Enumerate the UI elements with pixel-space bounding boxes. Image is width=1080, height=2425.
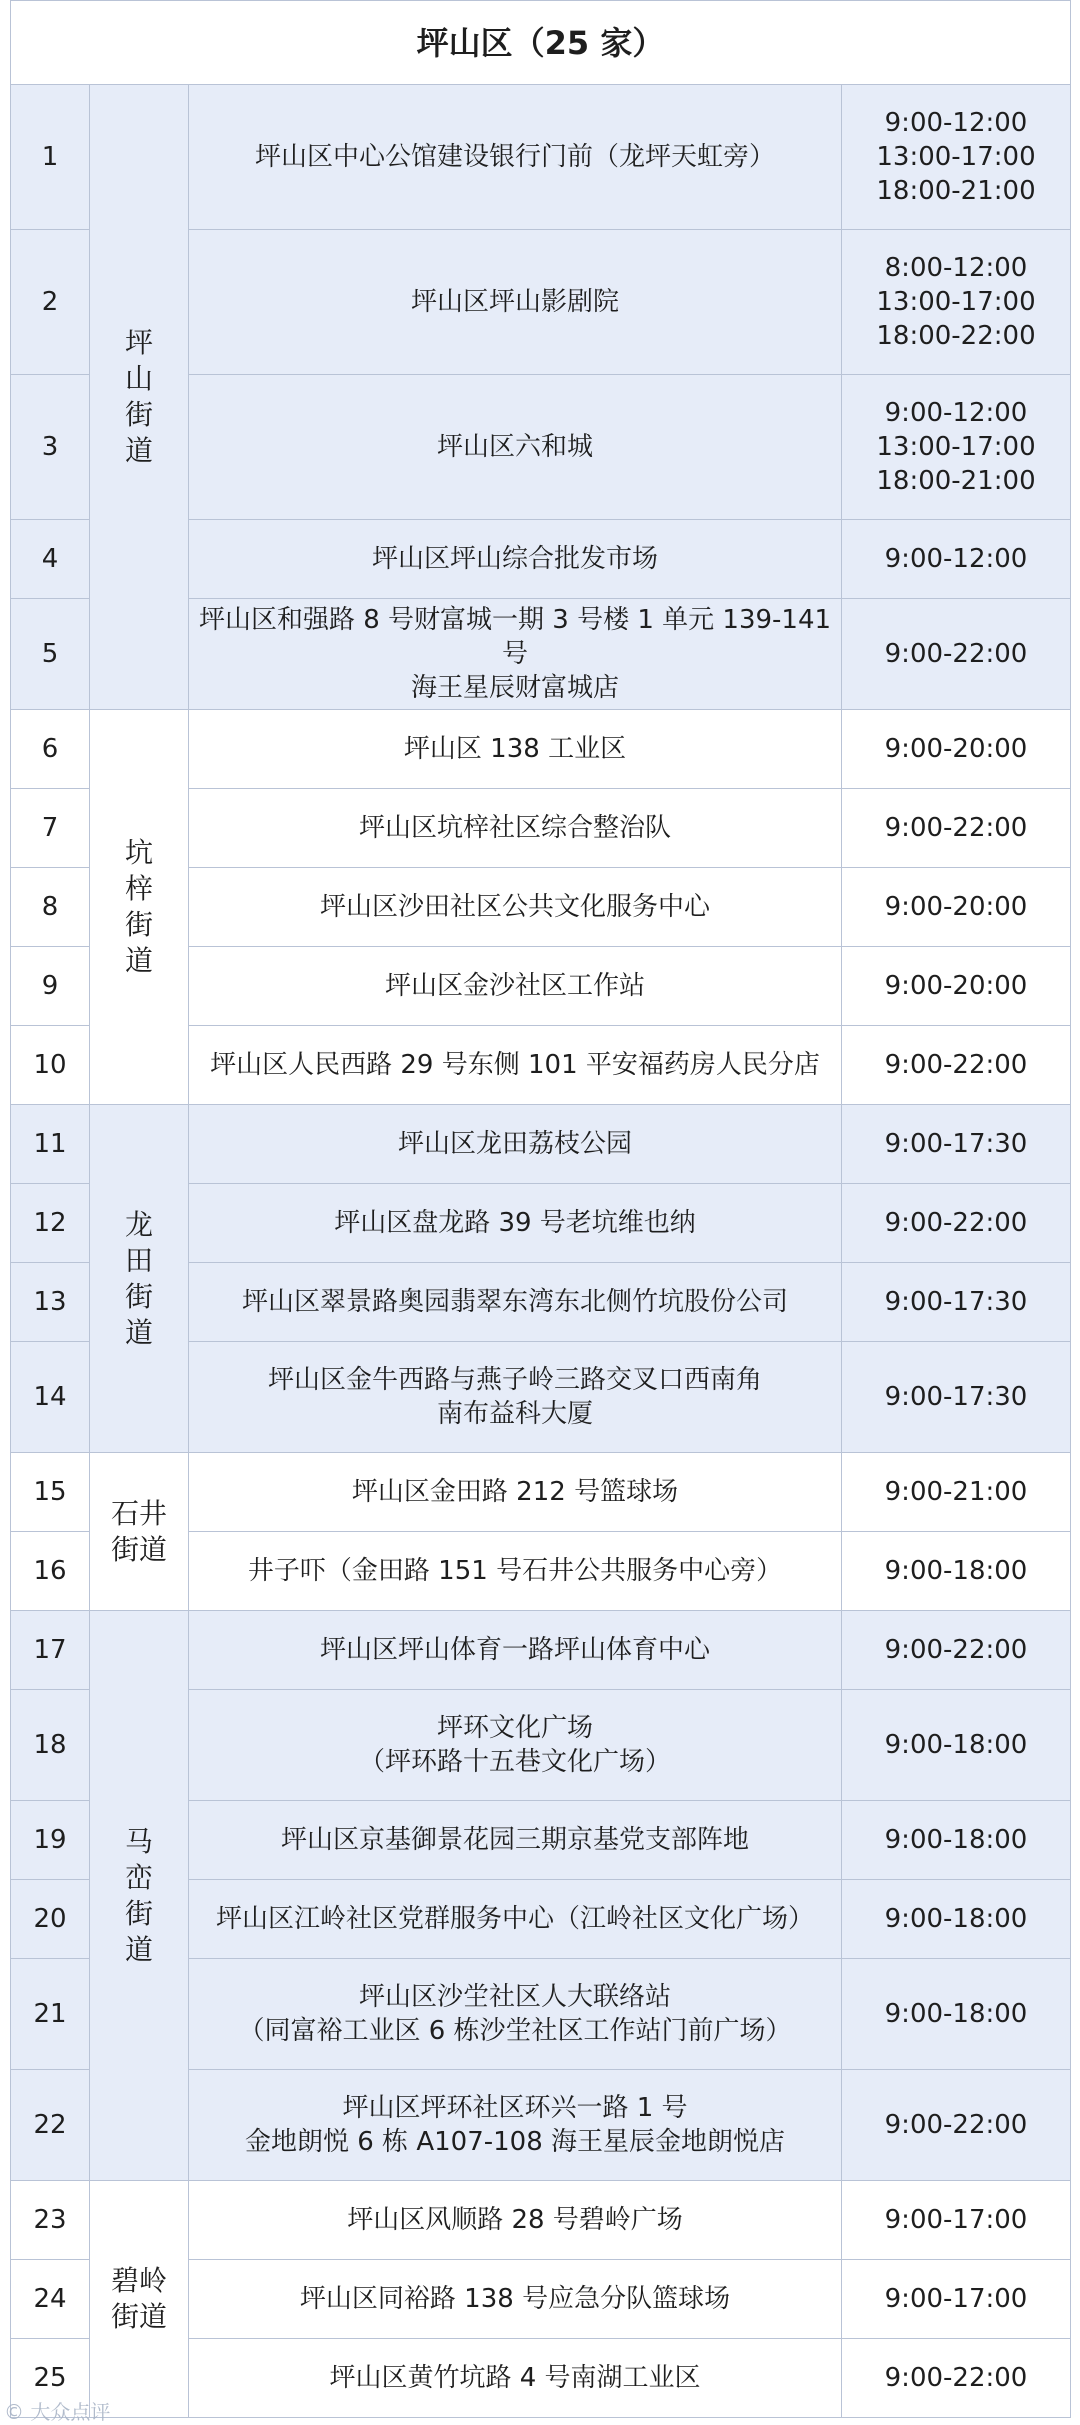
hours-cell [842,1880,1071,1959]
hours-line: 9:00-21:00 [884,1477,1028,1507]
hours-cell [842,520,1071,599]
hours-line: 9:00-22:00 [884,813,1028,843]
street-name-part: 峦 [124,1860,153,1894]
hours-cell [842,1532,1071,1611]
hours-cell [842,1105,1071,1184]
location-line: 坪山区坪山影剧院 [410,287,619,317]
street-name-part: 坑 [124,836,153,869]
hours-cell [842,85,1071,230]
hours-line: 9:00-12:00 [884,544,1028,574]
street-name [90,85,189,710]
location-line: 坪山区坪山体育一路坪山体育中心 [319,1635,710,1665]
row-number: 11 [11,1105,90,1184]
hours-line: 9:00-22:00 [884,1635,1028,1665]
hours-line: 9:00-17:30 [884,1382,1028,1412]
hours-line: 9:00-18:00 [884,1730,1028,1760]
street-name-part: 街 [124,908,153,941]
hours-line: 9:00-20:00 [884,734,1028,764]
location-cell [189,1453,842,1532]
street-name-part: 街 [124,1896,153,1930]
street-name-part: 道 [124,944,153,977]
location-line: 坪山区翠景路奥园翡翠东湾东北侧竹坑股份公司 [241,1287,788,1317]
hours-cell [842,1342,1071,1453]
street-name [90,1105,189,1453]
location-line: （同富裕工业区 6 栋沙坣社区工作站门前广场） [238,2016,792,2046]
row-number: 24 [11,2260,90,2339]
hours-cell [842,1184,1071,1263]
street-name-part: 街道 [110,1532,167,1566]
street-name-part: 龙 [124,1207,153,1241]
row-number: 9 [11,947,90,1026]
street-name-part: 街 [124,1279,153,1313]
row-number: 23 [11,2181,90,2260]
location-cell [189,230,842,375]
hours-cell [842,2070,1071,2181]
location-line: 坪环文化广场 [436,1713,593,1743]
row-number: 10 [11,1026,90,1105]
hours-line: 9:00-12:00 [884,108,1028,138]
location-line: 坪山区六和城 [436,432,593,462]
hours-cell [842,789,1071,868]
row-number: 17 [11,1611,90,1690]
street-name-part: 马 [124,1824,153,1858]
hours-cell [842,868,1071,947]
table-row [11,1105,1071,1184]
row-number: 4 [11,520,90,599]
location-line: 坪山区龙田荔枝公园 [397,1129,632,1159]
location-line: 坪山区沙田社区公共文化服务中心 [319,892,710,922]
hours-line: 18:00-21:00 [876,466,1036,496]
hours-line: 18:00-21:00 [876,176,1036,206]
street-name-part: 梓 [124,872,153,905]
hours-cell [842,2181,1071,2260]
watermark-text: © 大众点评 [4,2400,111,2424]
hours-cell [842,1959,1071,2070]
location-cell [189,1690,842,1801]
hours-line: 9:00-17:30 [884,1129,1028,1159]
hours-cell [842,2339,1071,2418]
hours-line: 9:00-20:00 [884,892,1028,922]
hours-line: 9:00-18:00 [884,1904,1028,1934]
location-cell [189,1880,842,1959]
hours-line: 9:00-17:00 [884,2284,1028,2314]
location-line: 坪山区盘龙路 39 号老坑维也纳 [334,1208,696,1238]
location-cell [189,2260,842,2339]
hours-cell [842,1263,1071,1342]
table-row [11,85,1071,230]
street-name-part: 石井 [110,1496,167,1530]
table-body [11,85,1071,2418]
location-cell [189,375,842,520]
location-line: 坪山区和强路 8 号财富城一期 3 号楼 1 单元 139-141 号 [198,605,832,669]
location-line: 坪山区金田路 212 号篮球场 [351,1477,679,1507]
location-cell [189,789,842,868]
location-line: 坪山区京基御景花园三期京基党支部阵地 [280,1825,749,1855]
row-number: 16 [11,1532,90,1611]
row-number: 21 [11,1959,90,2070]
location-cell [189,599,842,710]
hours-cell [842,1801,1071,1880]
hours-cell [842,1453,1071,1532]
row-number: 25 [11,2339,90,2418]
location-cell [189,1801,842,1880]
hours-line: 9:00-22:00 [884,1050,1028,1080]
street-name-part: 道 [124,1932,153,1966]
location-cell [189,1026,842,1105]
hours-line: 9:00-17:30 [884,1287,1028,1317]
hours-cell [842,1690,1071,1801]
hours-cell [842,1026,1071,1105]
location-line: 坪山区风顺路 28 号碧岭广场 [347,2205,683,2235]
location-line: 海王星辰财富城店 [410,673,619,703]
row-number: 18 [11,1690,90,1801]
location-cell [189,520,842,599]
hours-cell [842,375,1071,520]
hours-cell [842,1611,1071,1690]
location-line: 坪山区坑梓社区综合整治队 [358,813,671,843]
location-cell [189,2181,842,2260]
street-name [90,1453,189,1611]
hours-line: 9:00-18:00 [884,1825,1028,1855]
row-number: 2 [11,230,90,375]
row-number: 3 [11,375,90,520]
location-cell [189,947,842,1026]
location-line: 南布益科大厦 [436,1399,593,1429]
hours-line: 9:00-12:00 [884,398,1028,428]
hours-line: 9:00-18:00 [884,1999,1028,2029]
table-row [11,710,1071,789]
row-number: 1 [11,85,90,230]
hours-line: 9:00-20:00 [884,971,1028,1001]
location-line: 坪山区坪山综合批发市场 [371,544,658,574]
location-cell [189,1342,842,1453]
location-line: 坪山区金牛西路与燕子岭三路交叉口西南角 [267,1365,762,1395]
street-name-part: 田 [124,1243,153,1277]
location-cell [189,2070,842,2181]
location-cell [189,710,842,789]
location-line: 坪山区沙坣社区人大联络站 [358,1982,671,2012]
row-number: 13 [11,1263,90,1342]
location-cell [189,85,842,230]
hours-line: 9:00-18:00 [884,1556,1028,1586]
hours-line: 9:00-22:00 [884,2110,1028,2140]
location-line: 坪山区同裕路 138 号应急分队篮球场 [299,2284,731,2314]
hours-line: 9:00-22:00 [884,2363,1028,2393]
street-name-part: 街 [124,398,153,431]
location-line: 坪山区金沙社区工作站 [384,971,645,1001]
row-number: 8 [11,868,90,947]
row-number: 20 [11,1880,90,1959]
hours-line: 18:00-22:00 [876,321,1036,351]
location-line: 坪山区 138 工业区 [403,734,627,764]
location-line: 金地朗悦 6 栋 A107-108 海王星辰金地朗悦店 [244,2127,786,2157]
street-name-part: 道 [124,434,153,467]
location-cell [189,1184,842,1263]
row-number: 7 [11,789,90,868]
street-name-part: 碧岭 [110,2264,167,2297]
row-number: 22 [11,2070,90,2181]
hours-line: 9:00-17:00 [884,2205,1028,2235]
row-number: 14 [11,1342,90,1453]
location-cell [189,1263,842,1342]
location-cell [189,1959,842,2070]
location-line: （坪环路十五巷文化广场） [358,1747,671,1777]
hours-cell [842,2260,1071,2339]
site-table [10,0,1071,2418]
row-number: 6 [11,710,90,789]
street-name-part: 山 [124,362,153,395]
row-number: 5 [11,599,90,710]
hours-line: 13:00-17:00 [876,287,1036,317]
location-cell [189,1105,842,1184]
location-line: 坪山区坪环社区环兴一路 1 号 [342,2093,688,2123]
street-name [90,2181,189,2418]
location-line: 坪山区人民西路 29 号东侧 101 平安福药房人民分店 [210,1050,820,1080]
location-line: 坪山区中心公馆建设银行门前（龙坪天虹旁） [254,142,775,172]
location-line: 井子吓（金田路 151 号石井公共服务中心旁） [247,1556,783,1586]
row-number: 12 [11,1184,90,1263]
row-number: 15 [11,1453,90,1532]
hours-line: 8:00-12:00 [884,253,1028,283]
hours-cell [842,947,1071,1026]
location-cell [189,2339,842,2418]
hours-line: 9:00-22:00 [884,639,1028,669]
hours-cell [842,230,1071,375]
street-name [90,710,189,1105]
hours-line: 13:00-17:00 [876,142,1036,172]
street-name-part: 街道 [110,2300,167,2333]
street-name-part: 道 [124,1315,153,1349]
hours-line: 9:00-22:00 [884,1208,1028,1238]
hours-cell [842,599,1071,710]
street-name [90,1611,189,2181]
location-line: 坪山区黄竹坑路 4 号南湖工业区 [329,2363,701,2393]
location-cell [189,1611,842,1690]
table-title: 坪山区（25 家） [11,1,1071,85]
hours-line: 13:00-17:00 [876,432,1036,462]
location-cell [189,1532,842,1611]
table-row [11,2181,1071,2260]
location-line: 坪山区江岭社区党群服务中心（江岭社区文化广场） [215,1904,814,1934]
location-cell [189,868,842,947]
table-row [11,1611,1071,1690]
hours-cell [842,710,1071,789]
street-name-part: 坪 [124,326,153,359]
table-row [11,1453,1071,1532]
row-number: 19 [11,1801,90,1880]
